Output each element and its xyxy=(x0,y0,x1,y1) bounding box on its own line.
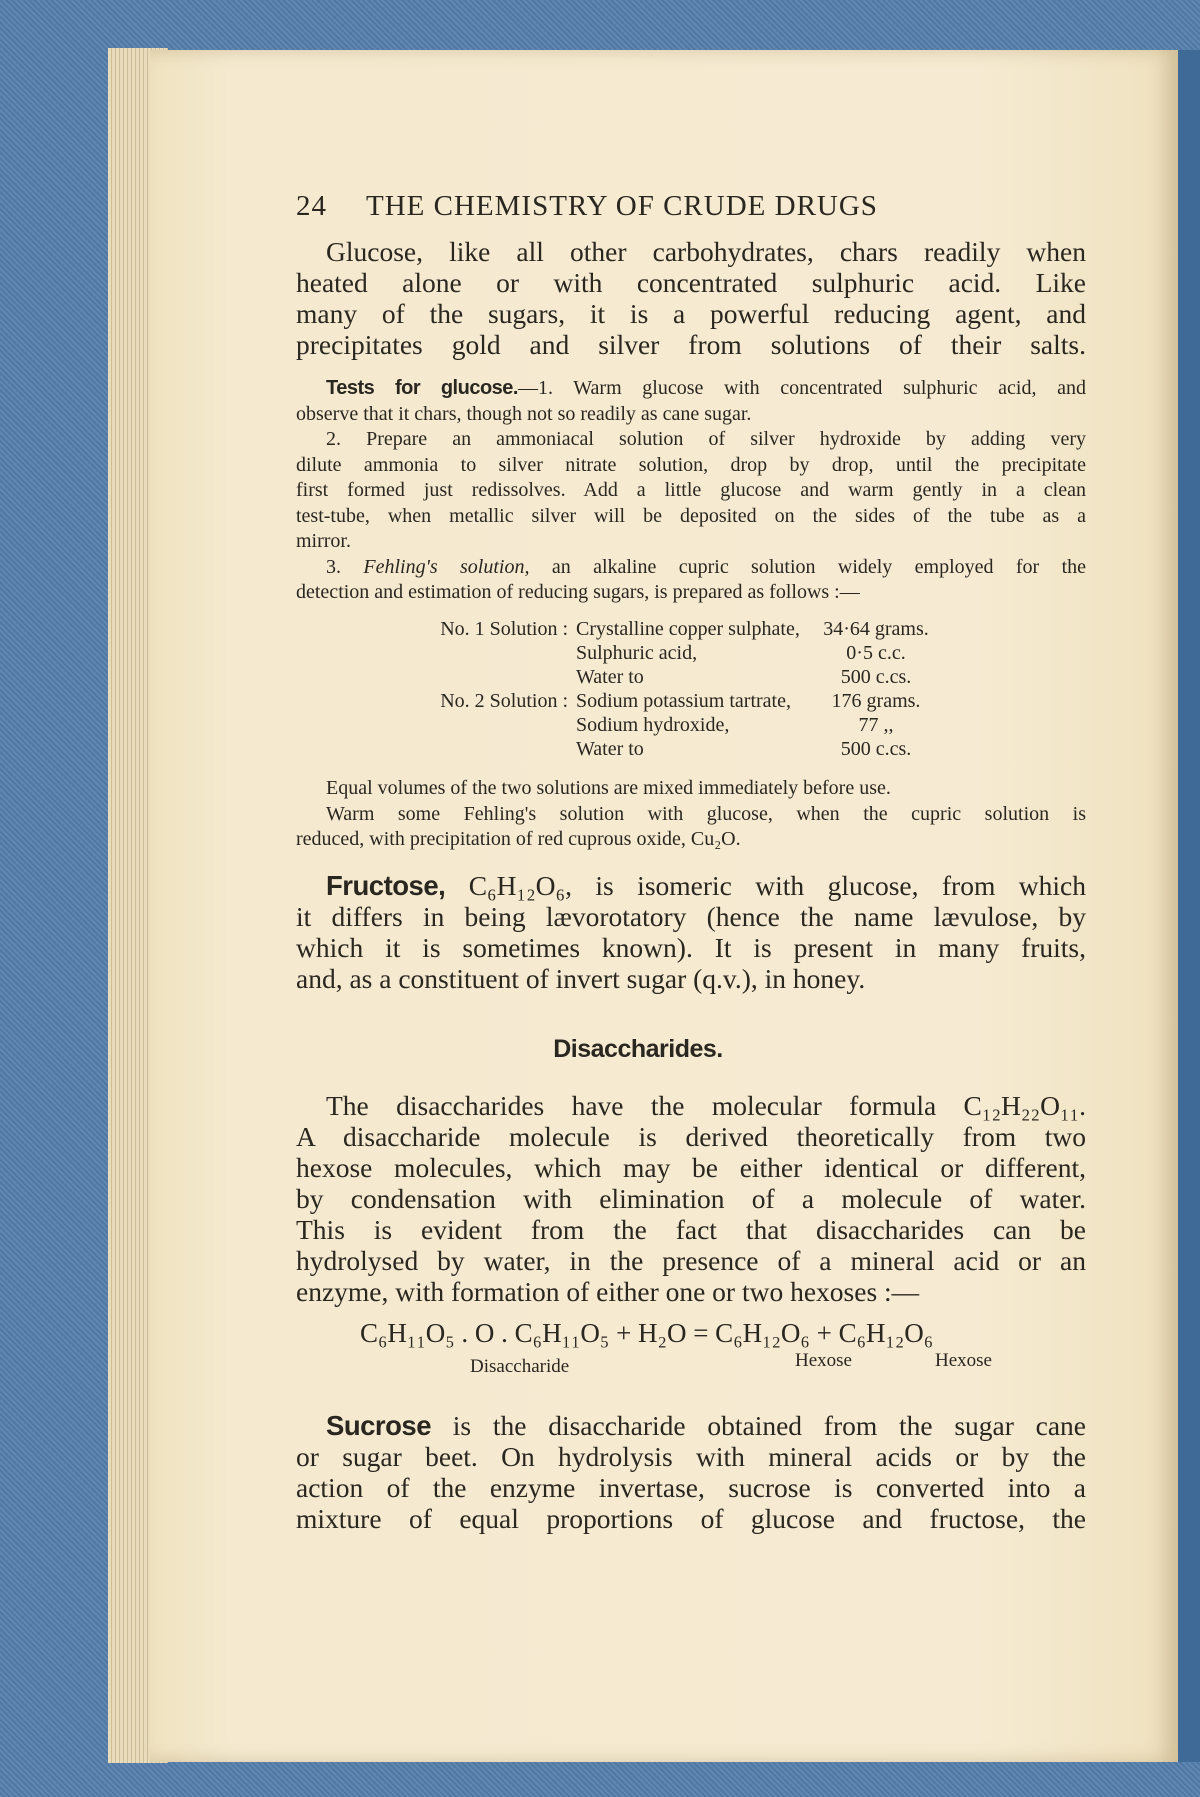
text-span: C₆H₁₂O₆, is isomeric with glucose, from which xyxy=(445,870,1086,901)
fehling-recipe-table xyxy=(398,617,1188,761)
table-row xyxy=(398,737,1188,761)
text-line: mirror. xyxy=(296,530,351,552)
text-span: —1. Warm glucose with concentrated sulphuric acid, and xyxy=(517,377,1087,399)
table-row xyxy=(398,665,1188,689)
label-hexose: Hexose xyxy=(935,1350,992,1371)
text-line: The disaccharides have the molecular formula C₁₂H₂₂O₁₁. xyxy=(326,1090,1086,1121)
text-line: hydrolysed by water, in the presence of a mineral acid or an xyxy=(296,1245,1086,1276)
table-row xyxy=(398,641,1188,665)
text-line: mixture of equal proportions of glucose and fructose, the xyxy=(296,1503,1086,1534)
ingredient: Water to xyxy=(576,666,644,688)
ingredient: Sodium hydroxide, xyxy=(576,714,730,736)
ingredient: Sulphuric acid, xyxy=(576,642,698,664)
text-line xyxy=(296,870,1086,901)
text-line: Glucose, like all other carbohydrates, chars readily when xyxy=(326,236,1086,267)
text-line: dilute ammonia to silver nitrate solution, drop by drop, until the precipitate xyxy=(296,453,1086,476)
text-line: it differs in being lævorotatory (hence the name lævulose, by xyxy=(296,901,1086,932)
solution-label: No. 1 Solution : xyxy=(440,618,568,640)
text-line: This is evident from the fact that disaccharides can be xyxy=(296,1214,1086,1245)
solution-label xyxy=(398,713,576,737)
quantity: 0·5 c.c. xyxy=(846,642,906,664)
text-line: enzyme, with formation of either one or two hexoses :— xyxy=(296,1276,920,1307)
text-line: by condensation with elimination of a molecule of water. xyxy=(296,1183,1086,1214)
table-row xyxy=(398,713,1188,737)
fehling-italic: Fehling's solution, xyxy=(363,555,530,578)
table-row xyxy=(398,689,1188,713)
text-line: A disaccharide molecule is derived theoretically from two xyxy=(296,1121,1086,1152)
solution-label: No. 2 Solution : xyxy=(440,690,568,712)
equation-formula: C₆H₁₁O₅ . O . C₆H₁₁O₅ + H₂O = C₆H₁₂O₆ + C₆H₁₂O₆ xyxy=(360,1318,934,1348)
text-line: first formed just redissolves. Add a little glucose and warm gently in a clean xyxy=(296,479,1086,501)
solution-label xyxy=(398,737,576,761)
ingredient: Sodium potassium tartrate, xyxy=(576,690,791,712)
paragraph-glucose xyxy=(296,236,1086,360)
hydrolysis-equation xyxy=(360,1318,1150,1349)
text-line: reduced, with precipitation of red cuprous oxide, Cu₂O. xyxy=(296,828,741,850)
text-line: test-tube, when metallic silver will be deposited on the sides of the tube as a xyxy=(296,504,1086,527)
text-line: hexose molecules, which may be either identical or different, xyxy=(296,1152,1086,1183)
after-table-text xyxy=(296,776,1086,853)
text-span: an alkaline cupric solution widely employed for the xyxy=(529,555,1087,578)
tests-for-glucose xyxy=(296,376,1086,606)
table-row xyxy=(398,617,1188,641)
quantity: 34·64 grams. xyxy=(823,618,929,640)
text-line xyxy=(296,376,1086,402)
text-span: 3. xyxy=(326,555,364,578)
text-line: many of the sugars, it is a powerful reducing agent, and xyxy=(296,298,1086,329)
label-disaccharide: Disaccharide xyxy=(470,1356,570,1377)
running-header xyxy=(296,190,1086,223)
text-line: 2. Prepare an ammoniacal solution of silver hydroxide by adding very xyxy=(326,428,1086,450)
text-line: precipitates gold and silver from solutions of their salts. xyxy=(296,329,1086,360)
text-line: detection and estimation of reducing sugars, is prepared as follows :— xyxy=(296,581,860,603)
text-line: action of the enzyme invertase, sucrose is converted into a xyxy=(296,1472,1086,1503)
quantity: 77 ,, xyxy=(858,714,894,736)
label-hexose: Hexose xyxy=(795,1350,852,1371)
text-line: and, as a constituent of invert sugar (q.v.), in honey. xyxy=(296,963,866,994)
text-line: heated alone or with concentrated sulphuric acid. Like xyxy=(296,267,1086,298)
paragraph-sucrose xyxy=(296,1410,1086,1534)
ingredient: Crystalline copper sulphate, xyxy=(576,618,800,640)
page-number: 24 xyxy=(296,190,327,222)
running-title: THE CHEMISTRY OF CRUDE DRUGS xyxy=(366,190,878,222)
text-line xyxy=(296,1410,1086,1441)
text-line xyxy=(296,555,1086,581)
quantity: 176 grams. xyxy=(831,690,921,712)
section-heading: Disaccharides. xyxy=(553,1035,723,1063)
tests-heading: Tests for glucose. xyxy=(326,377,518,399)
fructose-term: Fructose, xyxy=(326,870,446,901)
solution-label xyxy=(398,641,576,665)
quantity: 500 c.cs. xyxy=(840,738,912,760)
text-line: or sugar beet. On hydrolysis with mineral acids or by the xyxy=(296,1441,1086,1472)
solution-label xyxy=(398,665,576,689)
paragraph-fructose xyxy=(296,870,1086,994)
text-line: observe that it chars, though not so readily as cane sugar. xyxy=(296,402,752,425)
text-line: Equal volumes of the two solutions are mixed immediately before use. xyxy=(326,777,891,799)
ingredient: Water to xyxy=(576,738,644,760)
text-line: Warm some Fehling's solution with glucose, when the cupric solution is xyxy=(326,802,1086,825)
sucrose-term: Sucrose xyxy=(326,1410,432,1441)
text-line: which it is sometimes known). It is present in many fruits, xyxy=(296,932,1086,963)
book-spine xyxy=(1178,50,1200,1762)
quantity: 500 c.cs. xyxy=(840,666,912,688)
paragraph-disaccharides xyxy=(296,1090,1086,1307)
text-span: is the disaccharide obtained from the sugar cane xyxy=(431,1410,1086,1441)
